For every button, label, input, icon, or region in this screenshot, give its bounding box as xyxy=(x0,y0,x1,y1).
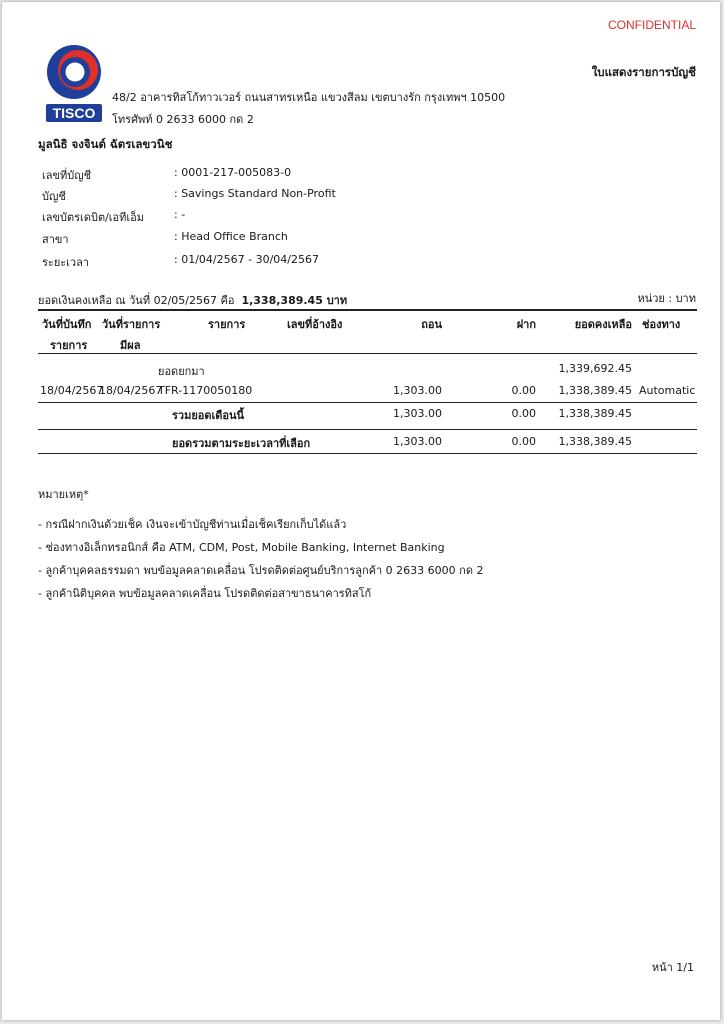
note-item: - ลูกค้าบุคคลธรรมดา พบข้อมูลคลาดเคลื่อน โปรดติดต่อศูนย์บริการลูกค้า 0 2633 6000 กด 2 xyxy=(38,564,484,577)
row-date-effective: 18/04/2567 xyxy=(99,384,163,397)
row-balance: 1,338,389.45 xyxy=(558,384,632,397)
page-number: หน้า 1/1 xyxy=(651,961,694,974)
branch-label: สาขา xyxy=(42,233,69,246)
col-deposit: ฝาก xyxy=(516,318,536,331)
currency-unit: หน่วย : บาท xyxy=(637,292,696,305)
row-bottom-rule xyxy=(38,402,697,403)
period-total-label: ยอดรวมตามระยะเวลาที่เลือก xyxy=(172,437,311,450)
header-bottom-rule xyxy=(38,353,697,354)
table-bottom-rule xyxy=(38,453,697,454)
balance-summary xyxy=(38,291,347,309)
note-item: - ลูกค้านิติบุคคล พบข้อมูลคลาดเคลื่อน โปรดติดต่อสาขาธนาคารทิสโก้ xyxy=(38,587,372,600)
col-date-record-1: วันที่บันทึก xyxy=(42,318,92,331)
row-date-record: 18/04/2567 xyxy=(40,384,104,397)
col-withdraw: ถอน xyxy=(421,318,442,331)
branch-value: : Head Office Branch xyxy=(174,230,288,243)
brought-forward-balance: 1,339,692.45 xyxy=(558,362,632,375)
period-label: ระยะเวลา xyxy=(42,256,90,269)
row-withdraw: 1,303.00 xyxy=(393,384,442,397)
month-total-label: รวมยอดเดือนนี้ xyxy=(172,409,245,422)
brought-forward-label: ยอดยกมา xyxy=(158,365,205,378)
col-channel: ช่องทาง xyxy=(642,318,681,331)
col-date-effective-1: วันที่รายการ xyxy=(102,318,161,331)
month-total-withdraw: 1,303.00 xyxy=(393,407,442,420)
balance-amount: 1,338,389.45 บาท xyxy=(241,294,348,307)
notes-title: หมายเหตุ* xyxy=(38,488,89,501)
bank-phone: โทรศัพท์ 0 2633 6000 กด 2 xyxy=(112,113,254,126)
col-reference: เลขที่อ้างอิง xyxy=(287,318,343,331)
col-balance: ยอดคงเหลือ xyxy=(574,318,632,331)
period-total-balance: 1,338,389.45 xyxy=(558,435,632,448)
col-description: รายการ xyxy=(208,318,246,331)
month-total-balance: 1,338,389.45 xyxy=(558,407,632,420)
row-deposit: 0.00 xyxy=(511,384,536,397)
statement-page xyxy=(2,2,720,1020)
account-holder-name: มูลนิธิ จงจินต์ ฉัตรเลขวนิช xyxy=(38,137,173,151)
period-total-withdraw: 1,303.00 xyxy=(393,435,442,448)
tisco-logo xyxy=(44,42,104,124)
account-number-value: : 0001-217-005083-0 xyxy=(174,166,292,179)
row-description: TFR-1170050180 xyxy=(158,384,253,397)
month-total-rule xyxy=(38,429,697,430)
note-item: - ช่องทางอิเล็กทรอนิกส์ คือ ATM, CDM, Post, Mobile Banking, Internet Banking xyxy=(38,541,445,554)
svg-text:TISCO: TISCO xyxy=(52,105,96,121)
month-total-deposit: 0.00 xyxy=(511,407,536,420)
bank-address: 48/2 อาคารทิสโก้ทาวเวอร์ ถนนสาทรเหนือ แขวงสีลม เขตบางรัก กรุงเทพฯ 10500 xyxy=(112,91,506,104)
debit-card-value: : - xyxy=(174,208,186,221)
table-top-rule xyxy=(38,309,697,311)
col-date-record-2: รายการ xyxy=(50,339,88,352)
confidential-label: CONFIDENTIAL xyxy=(607,18,696,32)
period-total-deposit: 0.00 xyxy=(511,435,536,448)
period-value: : 01/04/2567 - 30/04/2567 xyxy=(174,253,319,266)
account-number-label: เลขที่บัญชี xyxy=(42,169,92,182)
col-date-effective-2: มีผล xyxy=(120,339,141,352)
row-channel: Automatic xyxy=(639,384,696,397)
account-type-label: บัญชี xyxy=(42,190,66,203)
debit-card-label: เลขบัตรเดบิต/เอทีเอ็ม xyxy=(42,211,145,224)
account-type-value: : Savings Standard Non-Profit xyxy=(174,187,336,200)
balance-prefix: ยอดเงินคงเหลือ ณ วันที่ 02/05/2567 คือ xyxy=(38,294,235,307)
document-title: ใบแสดงรายการบัญชี xyxy=(591,65,696,79)
tisco-logo-icon xyxy=(44,42,104,124)
note-item: - กรณีฝากเงินด้วยเช็ค เงินจะเข้าบัญชีท่านเมื่อเช็คเรียกเก็บได้แล้ว xyxy=(38,518,347,531)
